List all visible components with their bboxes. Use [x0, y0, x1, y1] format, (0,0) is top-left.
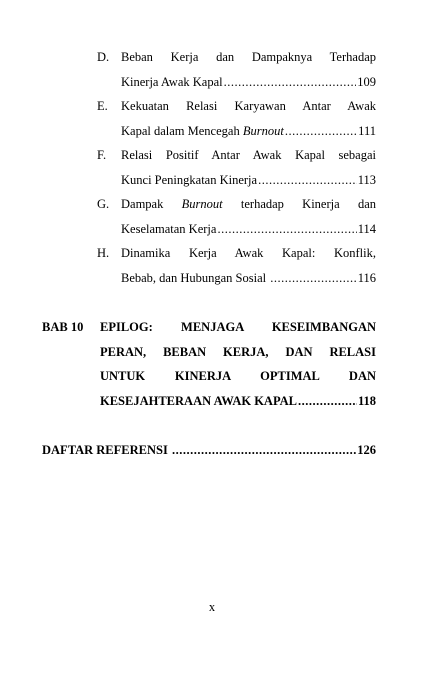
dot-leader	[298, 389, 357, 414]
entry-page-number: 109	[357, 74, 376, 89]
toc-entry-d[interactable]	[97, 45, 376, 94]
entry-letter: G.	[97, 197, 110, 211]
entry-title-italic: Burnout	[181, 197, 223, 211]
entry-title-plain: Dampak	[121, 197, 182, 211]
entry-letter: F.	[97, 148, 107, 162]
entry-title-line2	[121, 119, 376, 144]
entry-title-italic: Burnout	[242, 123, 284, 138]
chapter-label: BAB 10	[42, 320, 84, 334]
entry-title-plain: terhadap Kinerja dan	[222, 197, 376, 211]
entry-page-number: 114	[357, 221, 376, 236]
dot-leader	[224, 70, 357, 95]
chapter-title-line4	[100, 389, 376, 414]
chapter-title-line2: PERAN, BEBAN KERJA, DAN RELASI	[100, 344, 376, 359]
toc-entry-h[interactable]	[97, 241, 376, 290]
entry-letter: D.	[97, 50, 110, 64]
entry-title-line2	[121, 217, 376, 242]
entry-title-line1: Kekuatan Relasi Karyawan Antar Awak	[121, 99, 376, 113]
dot-leader	[217, 217, 356, 242]
dot-leader	[270, 266, 356, 291]
toc-references[interactable]	[42, 438, 376, 463]
entry-title-line1: Beban Kerja dan Dampaknya Terhadap	[121, 50, 376, 64]
chapter-title-line1: EPILOG: MENJAGA KESEIMBANGAN	[100, 320, 376, 334]
toc-chapter-10[interactable]	[42, 315, 376, 413]
entry-title-text: Kunci Peningkatan Kinerja	[121, 172, 258, 187]
entry-title-text	[121, 119, 284, 144]
toc-entry-f[interactable]	[97, 143, 376, 192]
entry-title-line1	[121, 192, 376, 217]
references-label: DAFTAR REFERENSI	[42, 443, 171, 457]
entry-letter: E.	[97, 99, 108, 113]
entry-title-line2	[121, 168, 376, 193]
entry-title-line2	[121, 266, 376, 291]
entry-title-line2	[121, 70, 376, 95]
entry-title-text: Keselamatan Kerja	[121, 221, 217, 236]
page-number: x	[208, 600, 216, 614]
dot-leader	[285, 119, 357, 144]
entry-letter: H.	[97, 246, 110, 260]
references-page-number: 126	[357, 443, 376, 457]
entry-title-plain: Kapal dalam Mencegah	[121, 123, 243, 138]
entry-title-line1: Dinamika Kerja Awak Kapal: Konflik,	[121, 246, 376, 260]
entry-page-number: 111	[358, 123, 376, 138]
toc-entry-g[interactable]	[97, 192, 376, 241]
entry-title-line1: Relasi Positif Antar Awak Kapal sebagai	[121, 148, 376, 162]
entry-page-number: 113	[357, 172, 376, 187]
dot-leader	[172, 438, 356, 463]
chapter-page-number: 118	[357, 393, 376, 408]
entry-title-text: Bebab, dan Hubungan Sosial	[121, 270, 270, 285]
chapter-title-text: KESEJAHTERAAN AWAK KAPAL	[100, 393, 298, 408]
entry-page-number: 116	[357, 270, 376, 285]
entry-title-text: Kinerja Awak Kapal	[121, 74, 223, 89]
references-line	[42, 438, 376, 463]
toc-entry-e[interactable]	[97, 94, 376, 143]
dot-leader	[258, 168, 357, 193]
chapter-title-line3: UNTUK KINERJA OPTIMAL DAN	[100, 369, 376, 383]
